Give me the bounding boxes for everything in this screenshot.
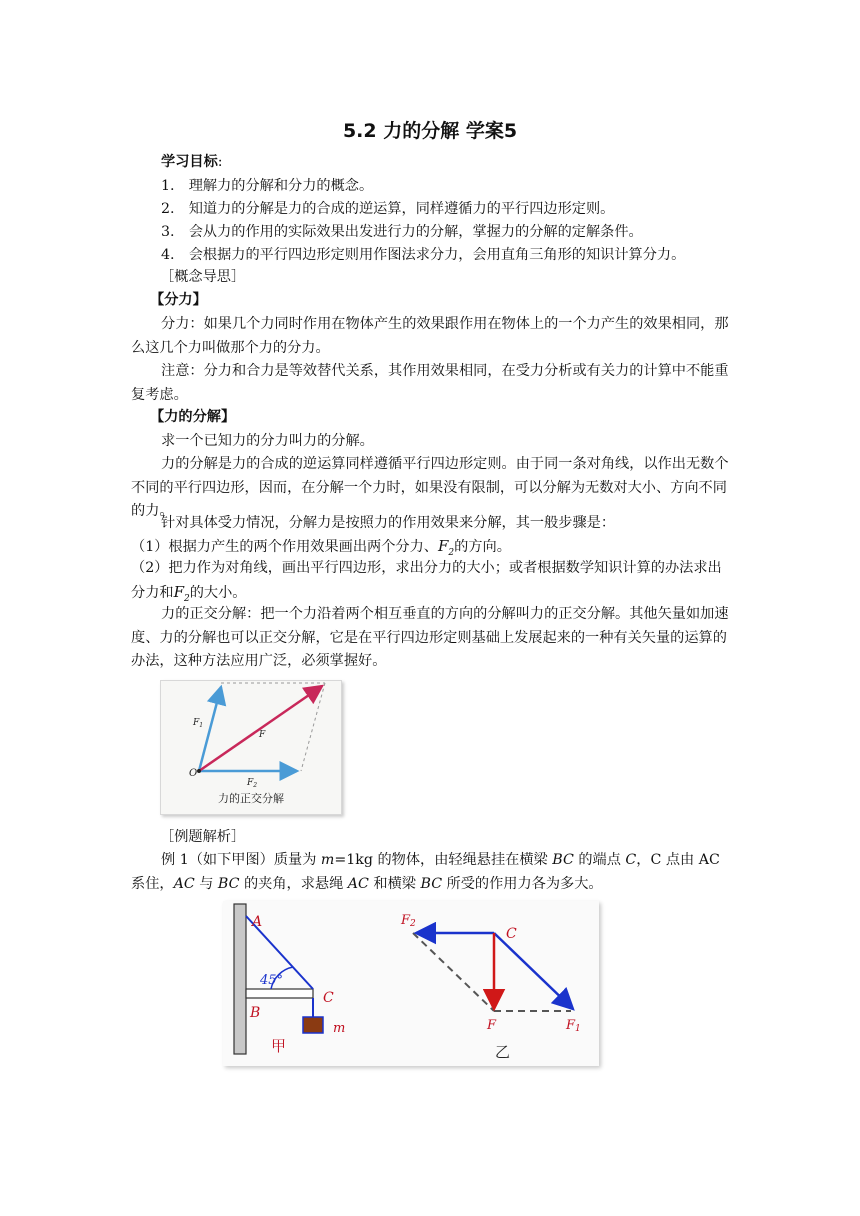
fenli-paragraph-2: 注意：分力和合力是等效替代关系，其作用效果相同，在受力分析或有关力的计算中不能重复考虑。	[131, 363, 729, 403]
label-m: m	[333, 1021, 346, 1036]
figure1-caption: 力的正交分解	[218, 792, 284, 805]
label-f-force: F	[487, 1018, 497, 1033]
label-yi: 乙	[495, 1043, 511, 1061]
label-c2: C	[506, 926, 517, 942]
f1-force-vector	[494, 933, 573, 1009]
fenli-paragraph-1: 分力：如果几个力同时作用在物体产生的效果跟作用在物体上的一个力产生的效果相同，那么这几个力叫做那个力的分力。	[131, 316, 729, 356]
fenjie-paragraph-4: 力的正交分解：把一个力沿着两个相互垂直的方向的分解叫力的正交分解。其他矢量如加速度、力的分解也可以正交分解，它是在平行四边形定则基础上发展起来的一种有关矢量的运算的办法，这种方法应用广泛，必须掌握好。	[131, 606, 729, 669]
mass-block	[303, 1017, 323, 1033]
example-figure	[223, 901, 599, 1066]
label-b: B	[250, 1005, 261, 1021]
origin-point	[197, 769, 201, 773]
fenjie-step-2: （2）把力作为对角线，画出平行四边形，求出分力的大小；或者根据数学知识计算的办法求出分力和$F_2$的大小。	[131, 560, 722, 604]
fenli-heading: 【分力】	[150, 292, 207, 308]
orthogonal-decomposition-diagram	[161, 681, 341, 814]
dashed-f2-f	[413, 933, 494, 1011]
goal-item-4: 4. 会根据力的平行四边形定则用作图法求分力，会用直角三角形的知识计算分力。	[161, 247, 686, 263]
label-f1: $F_1$	[193, 718, 204, 729]
example-diagram	[223, 901, 599, 1066]
section-example-heading: ［例题解析］	[160, 829, 246, 845]
example-1-text: 例 1（如下甲图）质量为 m=1kg 的物体，由轻绳悬挂在横梁 BC 的端点 C，C 点由 AC 系住，AC 与 BC 的夹角，求悬绳 AC 和横梁 BC 所受的作用力各为多大。	[131, 852, 720, 892]
angle-label: 45°	[260, 973, 284, 988]
goal-item-1: 1. 理解力的分解和分力的概念。	[161, 178, 374, 194]
goal-item-3: 3. 会从力的作用的实际效果出发进行力的分解，掌握力的分解的定解条件。	[161, 224, 643, 240]
goals-heading: 学习目标:	[161, 154, 223, 170]
orthogonal-decomposition-figure	[160, 680, 342, 815]
fenjie-paragraph-1: 求一个已知力的分力叫力的分解。	[161, 433, 374, 449]
label-c: C	[323, 990, 334, 1006]
fenjie-step-1: （1）根据力产生的两个作用效果画出两个分力、$F_2$的方向。	[131, 537, 511, 558]
fenjie-paragraph-3: 针对具体受力情况，分解力是按照力的作用效果来分解，其一般步骤是：	[161, 515, 616, 531]
page-title: 5.2 力的分解 学案5	[342, 120, 518, 142]
label-a: A	[252, 914, 263, 930]
label-f2-force: F2	[401, 913, 416, 929]
goal-item-2: 2. 知道力的分解是力的合成的逆运算，同样遵循力的平行四边形定则。	[161, 201, 615, 217]
wall	[234, 904, 246, 1054]
fenjie-paragraph-2: 力的分解是力的合成的逆运算同样遵循平行四边形定则。由于同一条对角线，以作出无数个不同的平行四边形，因而，在分解一个力时，如果没有限制，可以分解为无数对大小、方向不同的力。	[131, 456, 729, 519]
label-f2: $F_2$	[247, 778, 258, 789]
section-concept-heading: ［概念导思］	[160, 269, 246, 285]
beam-bc	[246, 989, 313, 998]
f2-symbol: $F_2$	[173, 582, 190, 604]
dashed-right	[301, 683, 325, 771]
label-f1-force: F1	[566, 1018, 581, 1034]
fenjie-heading: 【力的分解】	[150, 409, 236, 425]
label-jia: 甲	[271, 1037, 287, 1055]
label-f: F	[259, 730, 266, 740]
label-o: O	[189, 768, 198, 779]
f2-symbol: $F_2$	[437, 537, 455, 558]
